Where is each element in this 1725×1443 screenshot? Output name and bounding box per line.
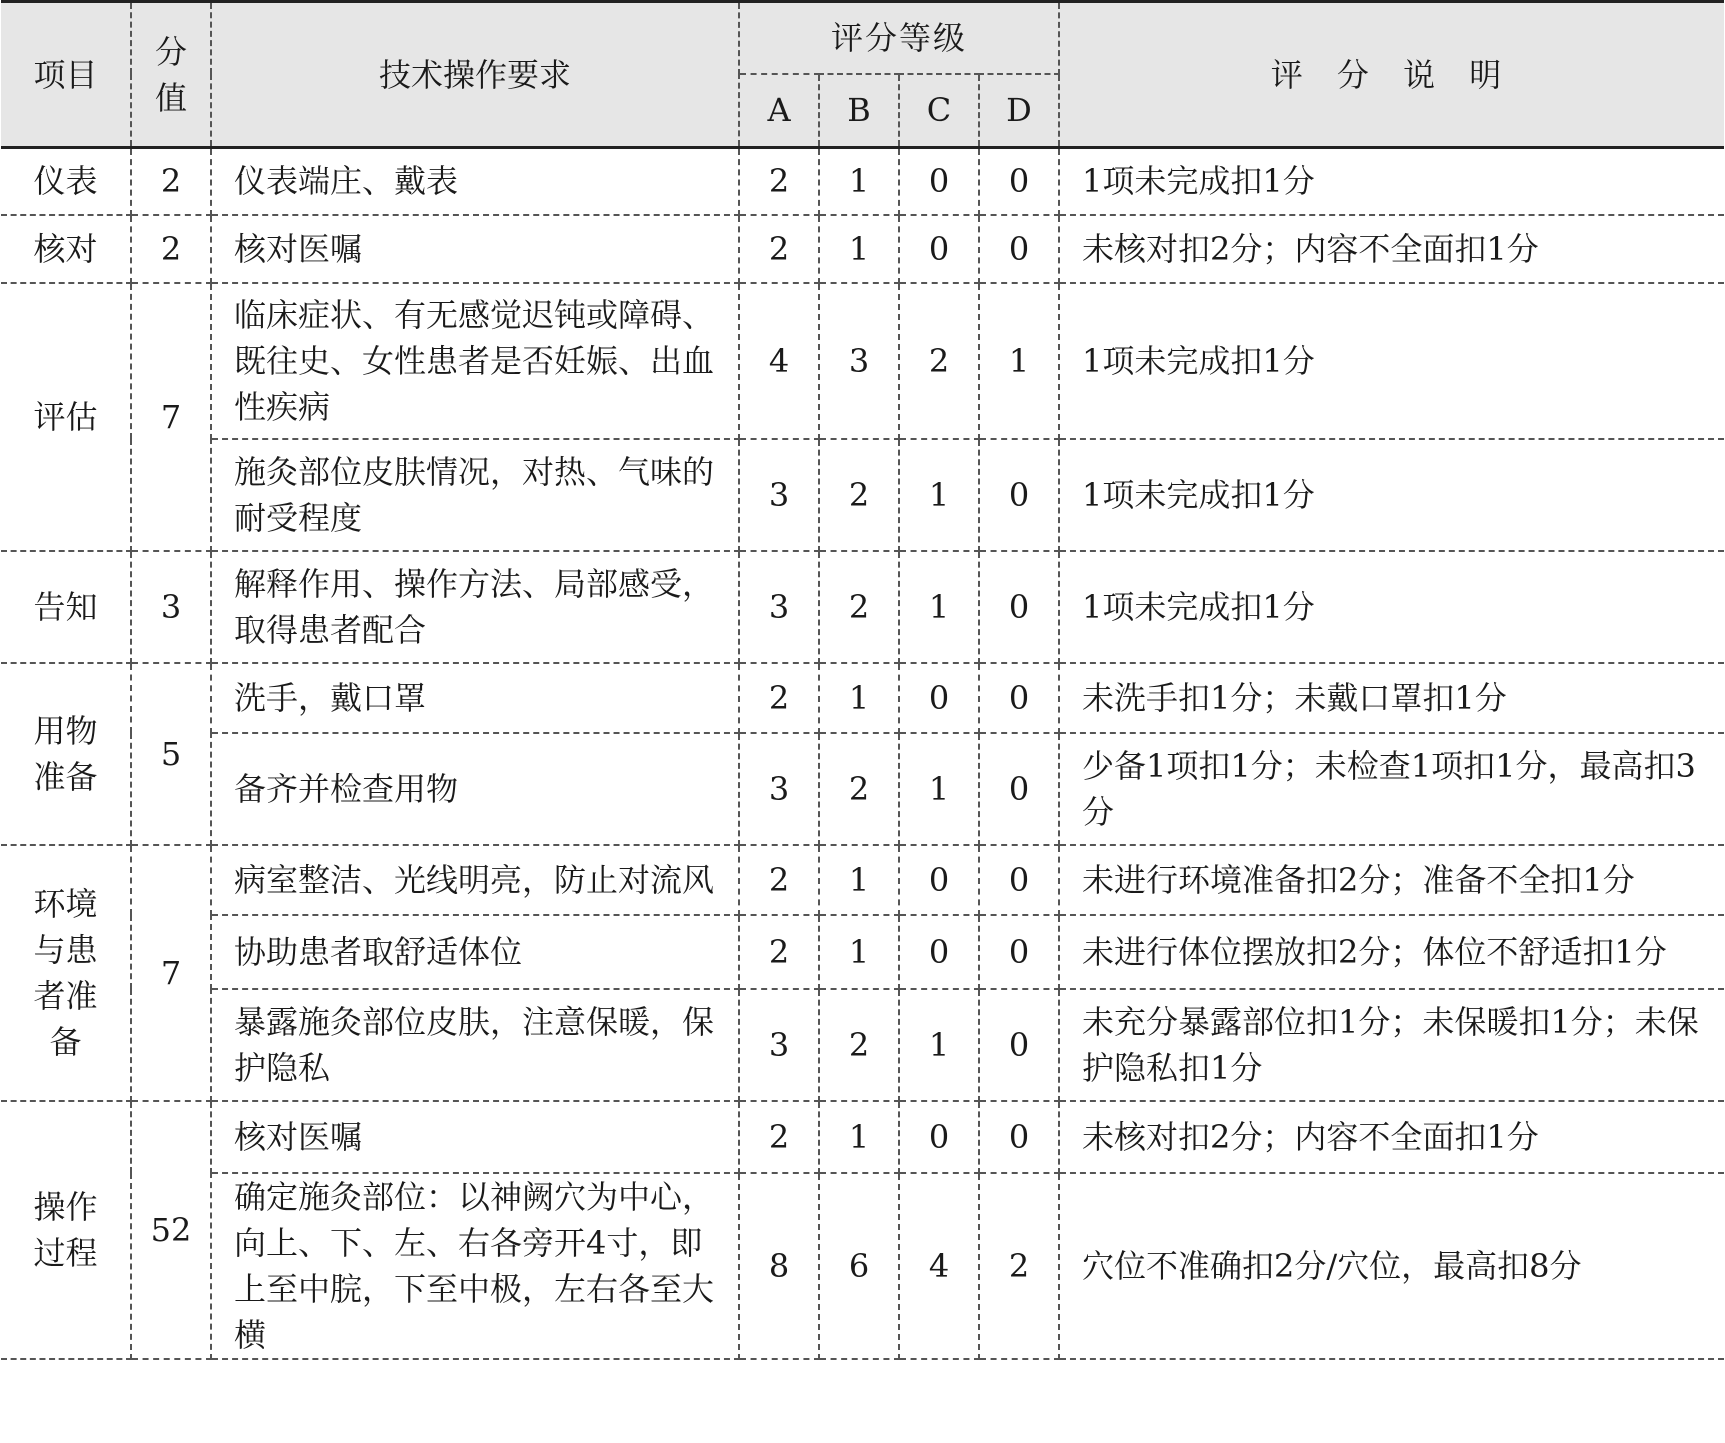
grade-c-cell: 0 (899, 148, 979, 215)
table-row (1, 845, 1724, 915)
note-cell: 未进行体位摆放扣2分；体位不舒适扣1分 (1059, 915, 1724, 989)
requirement-cell: 核对医嘱 (211, 1101, 739, 1173)
grade-d-cell: 0 (979, 551, 1059, 663)
grade-b-cell: 1 (819, 1101, 899, 1173)
header-grade-d: D (979, 74, 1059, 148)
note-cell: 未核对扣2分；内容不全面扣1分 (1059, 215, 1724, 283)
table-row (1, 1101, 1724, 1173)
header-grade-c: C (899, 74, 979, 148)
requirement-cell: 施灸部位皮肤情况，对热、气味的耐受程度 (211, 439, 739, 551)
requirement-cell: 备齐并检查用物 (211, 733, 739, 845)
score-cell: 7 (131, 845, 211, 1101)
score-cell: 5 (131, 663, 211, 845)
item-cell: 告知 (1, 551, 131, 663)
note-cell: 1项未完成扣1分 (1059, 551, 1724, 663)
table-header (1, 2, 1724, 148)
grade-d-cell: 0 (979, 148, 1059, 215)
header-grade-a: A (739, 74, 819, 148)
grade-b-cell: 2 (819, 551, 899, 663)
grade-d-cell: 2 (979, 1173, 1059, 1359)
note-cell: 未进行环境准备扣2分；准备不全扣1分 (1059, 845, 1724, 915)
table-row (1, 989, 1724, 1101)
grade-b-cell: 6 (819, 1173, 899, 1359)
requirement-cell: 临床症状、有无感觉迟钝或障碍、既往史、女性患者是否妊娠、出血性疾病 (211, 283, 739, 439)
score-cell: 52 (131, 1101, 211, 1359)
item-cell: 操作过程 (1, 1101, 131, 1359)
note-cell: 未核对扣2分；内容不全面扣1分 (1059, 1101, 1724, 1173)
grade-c-cell: 1 (899, 989, 979, 1101)
table-row (1, 148, 1724, 215)
grade-c-cell: 2 (899, 283, 979, 439)
item-cell: 用物准备 (1, 663, 131, 845)
grade-c-cell: 0 (899, 663, 979, 733)
grade-d-cell: 0 (979, 663, 1059, 733)
note-cell: 未洗手扣1分；未戴口罩扣1分 (1059, 663, 1724, 733)
header-note: 评 分 说 明 (1059, 2, 1724, 148)
note-cell: 未充分暴露部位扣1分；未保暖扣1分；未保护隐私扣1分 (1059, 989, 1724, 1101)
header-grade-b: B (819, 74, 899, 148)
grade-a-cell: 8 (739, 1173, 819, 1359)
score-cell: 3 (131, 551, 211, 663)
table-body (1, 148, 1724, 1359)
requirement-cell: 洗手，戴口罩 (211, 663, 739, 733)
table-row (1, 915, 1724, 989)
grade-a-cell: 2 (739, 915, 819, 989)
grade-d-cell: 0 (979, 439, 1059, 551)
table-row (1, 215, 1724, 283)
header-score: 分值 (131, 2, 211, 148)
grade-b-cell: 2 (819, 989, 899, 1101)
grade-a-cell: 2 (739, 215, 819, 283)
table-row (1, 1173, 1724, 1359)
item-cell: 仪表 (1, 148, 131, 215)
grade-a-cell: 2 (739, 1101, 819, 1173)
table-row (1, 439, 1724, 551)
grade-a-cell: 3 (739, 733, 819, 845)
score-cell: 2 (131, 148, 211, 215)
grade-b-cell: 3 (819, 283, 899, 439)
requirement-cell: 协助患者取舒适体位 (211, 915, 739, 989)
table-row (1, 663, 1724, 733)
note-cell: 少备1项扣1分；未检查1项扣1分，最高扣3分 (1059, 733, 1724, 845)
header-item: 项目 (1, 2, 131, 148)
scoring-table (1, 0, 1724, 1360)
grade-b-cell: 2 (819, 733, 899, 845)
item-cell: 核对 (1, 215, 131, 283)
grade-d-cell: 0 (979, 989, 1059, 1101)
note-cell: 1项未完成扣1分 (1059, 148, 1724, 215)
grade-d-cell: 0 (979, 845, 1059, 915)
requirement-cell: 病室整洁、光线明亮，防止对流风 (211, 845, 739, 915)
grade-c-cell: 0 (899, 215, 979, 283)
grade-a-cell: 3 (739, 989, 819, 1101)
requirement-cell: 核对医嘱 (211, 215, 739, 283)
grade-c-cell: 0 (899, 915, 979, 989)
grade-d-cell: 0 (979, 733, 1059, 845)
table-row (1, 551, 1724, 663)
grade-c-cell: 4 (899, 1173, 979, 1359)
item-cell: 评估 (1, 283, 131, 551)
grade-d-cell: 0 (979, 915, 1059, 989)
score-cell: 7 (131, 283, 211, 551)
grade-a-cell: 2 (739, 845, 819, 915)
grade-b-cell: 1 (819, 663, 899, 733)
score-cell: 2 (131, 215, 211, 283)
grade-c-cell: 1 (899, 551, 979, 663)
grade-b-cell: 1 (819, 845, 899, 915)
item-cell: 环境与患者准备 (1, 845, 131, 1101)
grade-a-cell: 3 (739, 439, 819, 551)
header-requirement: 技术操作要求 (211, 2, 739, 148)
table-row (1, 733, 1724, 845)
grade-c-cell: 0 (899, 1101, 979, 1173)
grade-a-cell: 2 (739, 663, 819, 733)
requirement-cell: 暴露施灸部位皮肤，注意保暖，保护隐私 (211, 989, 739, 1101)
requirement-cell: 仪表端庄、戴表 (211, 148, 739, 215)
grade-a-cell: 4 (739, 283, 819, 439)
requirement-cell: 确定施灸部位：以神阙穴为中心，向上、下、左、右各旁开4寸，即上至中脘，下至中极，左右各至大横 (211, 1173, 739, 1359)
grade-a-cell: 3 (739, 551, 819, 663)
grade-d-cell: 0 (979, 215, 1059, 283)
header-grade-group: 评分等级 (739, 2, 1059, 74)
grade-b-cell: 1 (819, 215, 899, 283)
grade-c-cell: 1 (899, 733, 979, 845)
grade-a-cell: 2 (739, 148, 819, 215)
note-cell: 穴位不准确扣2分/穴位，最高扣8分 (1059, 1173, 1724, 1359)
grade-d-cell: 1 (979, 283, 1059, 439)
note-cell: 1项未完成扣1分 (1059, 283, 1724, 439)
grade-b-cell: 1 (819, 148, 899, 215)
requirement-cell: 解释作用、操作方法、局部感受，取得患者配合 (211, 551, 739, 663)
note-cell: 1项未完成扣1分 (1059, 439, 1724, 551)
grade-d-cell: 0 (979, 1101, 1059, 1173)
grade-c-cell: 0 (899, 845, 979, 915)
table-row (1, 283, 1724, 439)
grade-b-cell: 2 (819, 439, 899, 551)
grade-b-cell: 1 (819, 915, 899, 989)
grade-c-cell: 1 (899, 439, 979, 551)
